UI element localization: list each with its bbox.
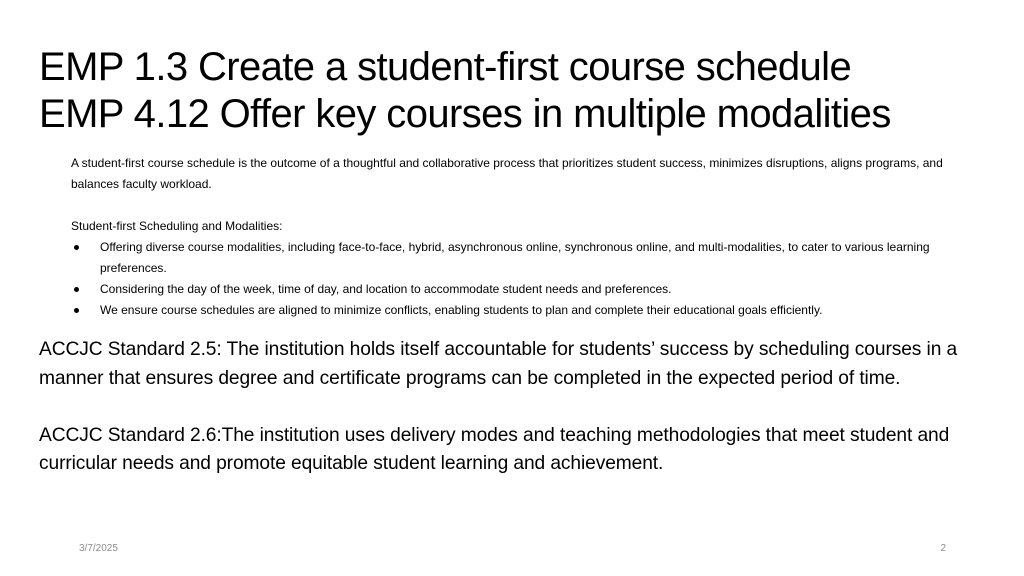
- footer-date: 3/7/2025: [79, 543, 118, 554]
- bullet-text: Offering diverse course modalities, including face-to-face, hybrid, asynchronous online, synchronous online, and multi-modalities, to cater to various learning preferences.: [100, 240, 930, 275]
- standards-section: [39, 336, 989, 479]
- standard-2-6: ACCJC Standard 2.6:The institution uses delivery modes and teaching methodologies that meet student and curricular needs and promote equitable student learning and achievement.: [39, 424, 950, 474]
- intro-paragraph: A student-first course schedule is the outcome of a thoughtful and collaborative process that prioritizes student success, minimizes disruptions, aligns programs, and balances faculty workload.: [71, 156, 943, 191]
- bullet-text: Considering the day of the week, time of day, and location to accommodate student needs and preferences.: [100, 282, 672, 296]
- bullet-item: [71, 279, 971, 300]
- paragraph-gap: [71, 195, 971, 216]
- bullet-item: [71, 300, 971, 321]
- bullet-text: We ensure course schedules are aligned to minimize conflicts, enabling students to plan and complete their educational goals efficiently.: [100, 303, 823, 317]
- modalities-heading: Student-first Scheduling and Modalities:: [71, 219, 283, 233]
- title-line-2: EMP 4.12 Offer key courses in multiple modalities: [39, 92, 891, 136]
- standard-2-5: ACCJC Standard 2.5: The institution holds itself accountable for students’ success by scheduling courses in a manner that ensures degree and certificate programs can be completed in the expected period of time.: [39, 339, 958, 389]
- slide-title: [39, 44, 999, 138]
- bullet-dot-icon: [74, 308, 79, 313]
- paragraph-gap: [39, 393, 989, 422]
- modalities-bullet-list: [71, 237, 971, 321]
- title-line-1: EMP 1.3 Create a student-first course schedule: [39, 45, 852, 89]
- bullet-dot-icon: [74, 245, 79, 250]
- bullet-item: [71, 237, 971, 279]
- intro-section: [71, 153, 971, 321]
- bullet-dot-icon: [74, 287, 79, 292]
- page-number: 2: [940, 543, 946, 554]
